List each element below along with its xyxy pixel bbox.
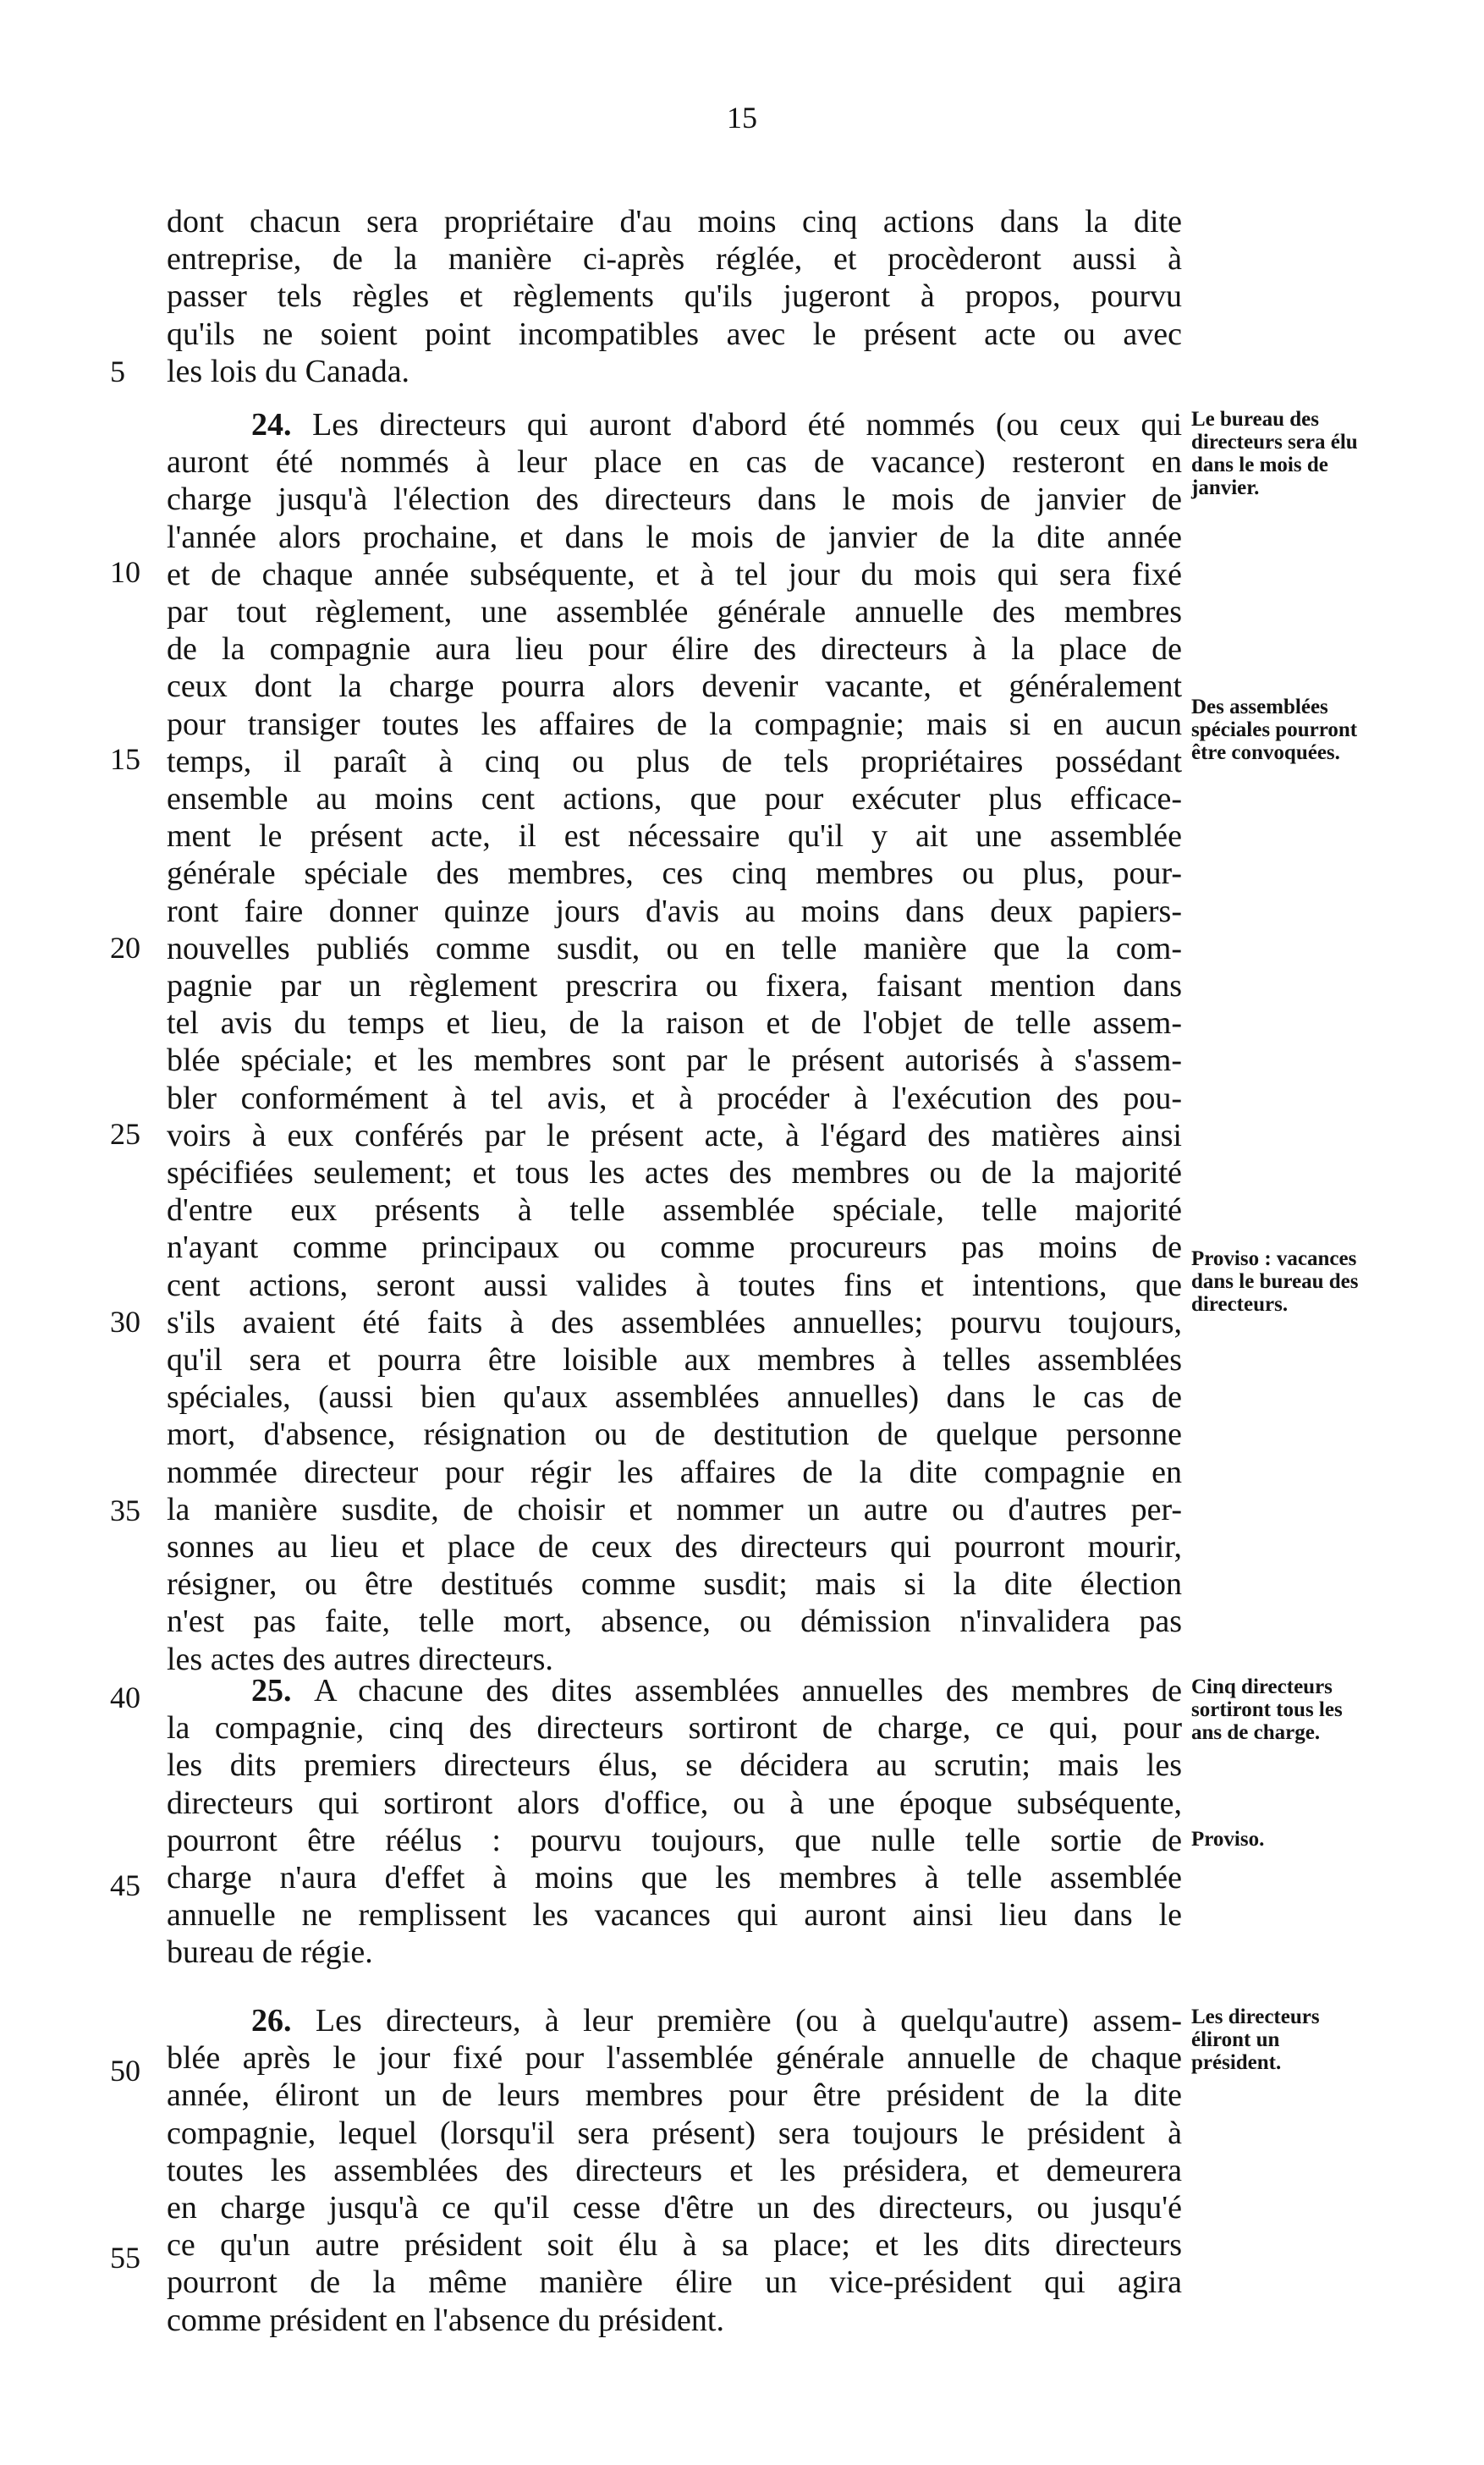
text-line <box>167 240 1182 278</box>
line-text: entreprise, de la manière ci-après réglée, et procèderont aussi à <box>167 241 1182 278</box>
text-line <box>167 930 1182 967</box>
line-text: de la compagnie aura lieu pour élire des directeurs à la place de <box>167 631 1182 668</box>
text-line <box>167 1785 1182 1822</box>
text-line <box>167 1304 1182 1341</box>
line-text: et de chaque année subséquente, et à tel jour du mois qui sera fixé <box>167 556 1182 592</box>
line-text: auront été nommés à leur place en cas de vacance) resteront en <box>167 444 1182 481</box>
margin-note: Proviso. <box>1191 1828 1265 1851</box>
text-line <box>167 2002 1182 2039</box>
line-text: d'entre eux présents à telle assemblée spéciale, telle majorité <box>167 1192 1182 1229</box>
line-number: 45 <box>110 1868 140 1902</box>
line-text: blée spéciale; et les membres sont par le présent autorisés à s'assem- <box>167 1043 1182 1079</box>
line-text: ront faire donner quinze jours d'avis au moins dans deux papiers- <box>167 893 1182 929</box>
line-text: pour transiger toutes les affaires de la compagnie; mais si en aucun <box>167 706 1182 742</box>
line-number: 35 <box>110 1494 140 1527</box>
line-text: n'ayant comme principaux ou comme procureurs pas moins de <box>167 1230 1182 1266</box>
line-text: voirs à eux conférés par le présent acte, à l'égard des matières ainsi <box>167 1117 1182 1153</box>
text-line <box>167 780 1182 817</box>
line-text: la compagnie, cinq des directeurs sortiront de charge, ce qui, pour <box>167 1710 1182 1747</box>
line-text: ce qu'un autre président soit élu à sa place; et les dits directeurs <box>167 2227 1182 2264</box>
line-text: cent actions, seront aussi valides à toutes fins et intentions, que <box>167 1267 1182 1303</box>
line-text: charge n'aura d'effet à moins que les membres à telle assemblée <box>167 1860 1182 1896</box>
line-text: mort, d'absence, résignation ou de destitution de quelque personne <box>167 1417 1182 1453</box>
line-text: bureau de régie. <box>167 1934 373 1971</box>
text-line <box>167 2264 1182 2301</box>
text-line <box>167 1896 1182 1934</box>
text-line <box>167 1191 1182 1229</box>
text-line <box>167 1080 1182 1117</box>
line-number: 50 <box>110 2054 140 2088</box>
line-text: annuelle ne remplissent les vacances qui auront ainsi lieu dans le <box>167 1897 1182 1934</box>
line-text: bler conformément à tel avis, et à procéder à l'exécution des pou- <box>167 1080 1182 1116</box>
text-line <box>167 1004 1182 1042</box>
line-text: pourront être réélus : pourvu toujours, que nulle telle sortie de <box>167 1822 1182 1858</box>
text-line <box>167 1416 1182 1453</box>
line-number: 20 <box>110 931 140 965</box>
line-text: qu'il sera et pourra être loisible aux membres à telles assemblées <box>167 1342 1182 1378</box>
text-line <box>167 630 1182 668</box>
text-line <box>167 203 1182 240</box>
text-line <box>167 743 1182 780</box>
line-number: 15 <box>110 742 140 776</box>
text-line <box>167 817 1182 855</box>
margin-note: Les directeurs éliront un président. <box>1191 2006 1320 2074</box>
margin-note: Cinq directeurs sortiront tous les ans de charge. <box>1191 1675 1343 1744</box>
text-line <box>167 1491 1182 1528</box>
line-text: l'année alors prochaine, et dans le mois de janvier de la dite année <box>167 519 1182 555</box>
text-line <box>167 1117 1182 1154</box>
text-line <box>167 1454 1182 1491</box>
line-number: 55 <box>110 2241 140 2275</box>
text-line <box>167 443 1182 481</box>
margin-note: Le bureau des directeurs sera élu dans le mois de janvier. <box>1191 408 1358 499</box>
text-line <box>167 278 1182 315</box>
line-number: 40 <box>110 1681 140 1714</box>
text-line <box>167 2302 1182 2339</box>
text-line <box>167 706 1182 743</box>
line-text: année, éliront un de leurs membres pour être président de la dite <box>167 2077 1182 2114</box>
text-line <box>167 1267 1182 1304</box>
line-text: directeurs qui sortiront alors d'office, ou à une époque subséquente, <box>167 1785 1182 1821</box>
text-line <box>167 893 1182 930</box>
line-text: par tout règlement, une assemblée générale annuelle des membres <box>167 594 1182 630</box>
line-text: temps, il paraît à cinq ou plus de tels propriétaires possédant <box>167 743 1182 779</box>
text-line <box>167 1154 1182 1191</box>
page-number: 15 <box>727 101 757 135</box>
text-line <box>167 1603 1182 1640</box>
text-line <box>167 1378 1182 1416</box>
text-line <box>167 1528 1182 1565</box>
line-text: blée après le jour fixé pour l'assemblée générale annuelle de chaque <box>167 2040 1182 2077</box>
text-line <box>167 1565 1182 1603</box>
line-number: 10 <box>110 555 140 589</box>
line-text: ensemble au moins cent actions, que pour exécuter plus efficace- <box>167 781 1182 817</box>
margin-note: Des assemblées spéciales pourront être convoquées. <box>1191 696 1358 764</box>
line-text: nommée directeur pour régir les affaires de la dite compagnie en <box>167 1454 1182 1490</box>
text-line <box>167 481 1182 518</box>
line-text: générale spéciale des membres, ces cinq membres ou plus, pour- <box>167 856 1182 892</box>
text-line <box>167 556 1182 593</box>
line-text: toutes les assemblées des directeurs et les présidera, et demeurera <box>167 2152 1182 2188</box>
text-line <box>167 406 1182 443</box>
line-text: les dits premiers directeurs élus, se décidera au scrutin; mais les <box>167 1747 1182 1784</box>
line-text: passer tels règles et règlements qu'ils jugeront à propos, pourvu <box>167 278 1182 315</box>
text-line <box>167 2152 1182 2189</box>
text-line <box>167 1709 1182 1747</box>
text-line <box>167 1042 1182 1079</box>
line-text: la manière susdite, de choisir et nommer un autre ou d'autres per- <box>167 1491 1182 1527</box>
text-line <box>167 2226 1182 2264</box>
line-text: nouvelles publiés comme susdit, ou en telle manière que la com- <box>167 930 1182 966</box>
text-line <box>167 668 1182 705</box>
line-text: A chacune des dites assemblées annuelles des membres de <box>314 1673 1182 1708</box>
line-number: 30 <box>110 1305 140 1339</box>
text-line <box>167 2115 1182 2152</box>
margin-note: Proviso : vacances dans le bureau des directeurs. <box>1191 1247 1359 1316</box>
text-line <box>167 2077 1182 2114</box>
text-line <box>167 1229 1182 1266</box>
text-line <box>167 353 1182 390</box>
line-text: pagnie par un règlement prescrira ou fixera, faisant mention dans <box>167 968 1182 1004</box>
text-line <box>167 2189 1182 2226</box>
line-text: spéciales, (aussi bien qu'aux assemblées annuelles) dans le cas de <box>167 1379 1182 1416</box>
article-number: 26. <box>251 2003 316 2039</box>
line-text: les actes des autres directeurs. <box>167 1641 553 1677</box>
line-text: dont chacun sera propriétaire d'au moins cinq actions dans la dite <box>167 204 1182 239</box>
text-line <box>167 1341 1182 1378</box>
line-text: ceux dont la charge pourra alors devenir vacante, et généralement <box>167 669 1182 705</box>
text-line <box>167 1859 1182 1896</box>
text-line <box>167 967 1182 1004</box>
text-line <box>167 1822 1182 1859</box>
line-text: spécifiées seulement; et tous les actes des membres ou de la majorité <box>167 1155 1182 1191</box>
line-number: 5 <box>110 355 125 388</box>
text-line <box>167 855 1182 892</box>
article-number: 24. <box>251 407 313 443</box>
text-line <box>167 316 1182 353</box>
text-line <box>167 2039 1182 2077</box>
text-line <box>167 1672 1182 1709</box>
line-text: sonnes au lieu et place de ceux des directeurs qui pourront mourir, <box>167 1529 1182 1565</box>
line-number: 25 <box>110 1117 140 1151</box>
line-text: Les directeurs qui auront d'abord été nommés (ou ceux qui <box>312 407 1183 443</box>
line-text: en charge jusqu'à ce qu'il cesse d'être un des directeurs, ou jusqu'é <box>167 2190 1182 2226</box>
line-text: s'ils avaient été faits à des assemblées annuelles; pourvu toujours, <box>167 1304 1182 1340</box>
line-text: les lois du Canada. <box>167 353 410 389</box>
line-text: n'est pas faite, telle mort, absence, ou démission n'invalidera pas <box>167 1604 1182 1640</box>
text-line <box>167 519 1182 556</box>
line-text: pourront de la même manière élire un vice-président qui agira <box>167 2264 1182 2301</box>
line-text: comme président en l'absence du président. <box>167 2302 724 2338</box>
line-text: ment le présent acte, il est nécessaire qu'il y ait une assemblée <box>167 818 1182 855</box>
article-number: 25. <box>251 1673 315 1708</box>
line-text: qu'ils ne soient point incompatibles avec le présent acte ou avec <box>167 316 1182 352</box>
line-text: Les directeurs, à leur première (ou à quelqu'autre) assem- <box>315 2003 1182 2039</box>
text-line <box>167 1934 1182 1971</box>
text-line <box>167 1747 1182 1784</box>
line-text: tel avis du temps et lieu, de la raison et de l'objet de telle assem- <box>167 1005 1182 1042</box>
line-text: compagnie, lequel (lorsqu'il sera présent) sera toujours le président à <box>167 2115 1182 2151</box>
text-line <box>167 593 1182 630</box>
line-text: charge jusqu'à l'élection des directeurs dans le mois de janvier de <box>167 481 1182 518</box>
line-text: résigner, ou être destitués comme susdit; mais si la dite élection <box>167 1566 1182 1603</box>
